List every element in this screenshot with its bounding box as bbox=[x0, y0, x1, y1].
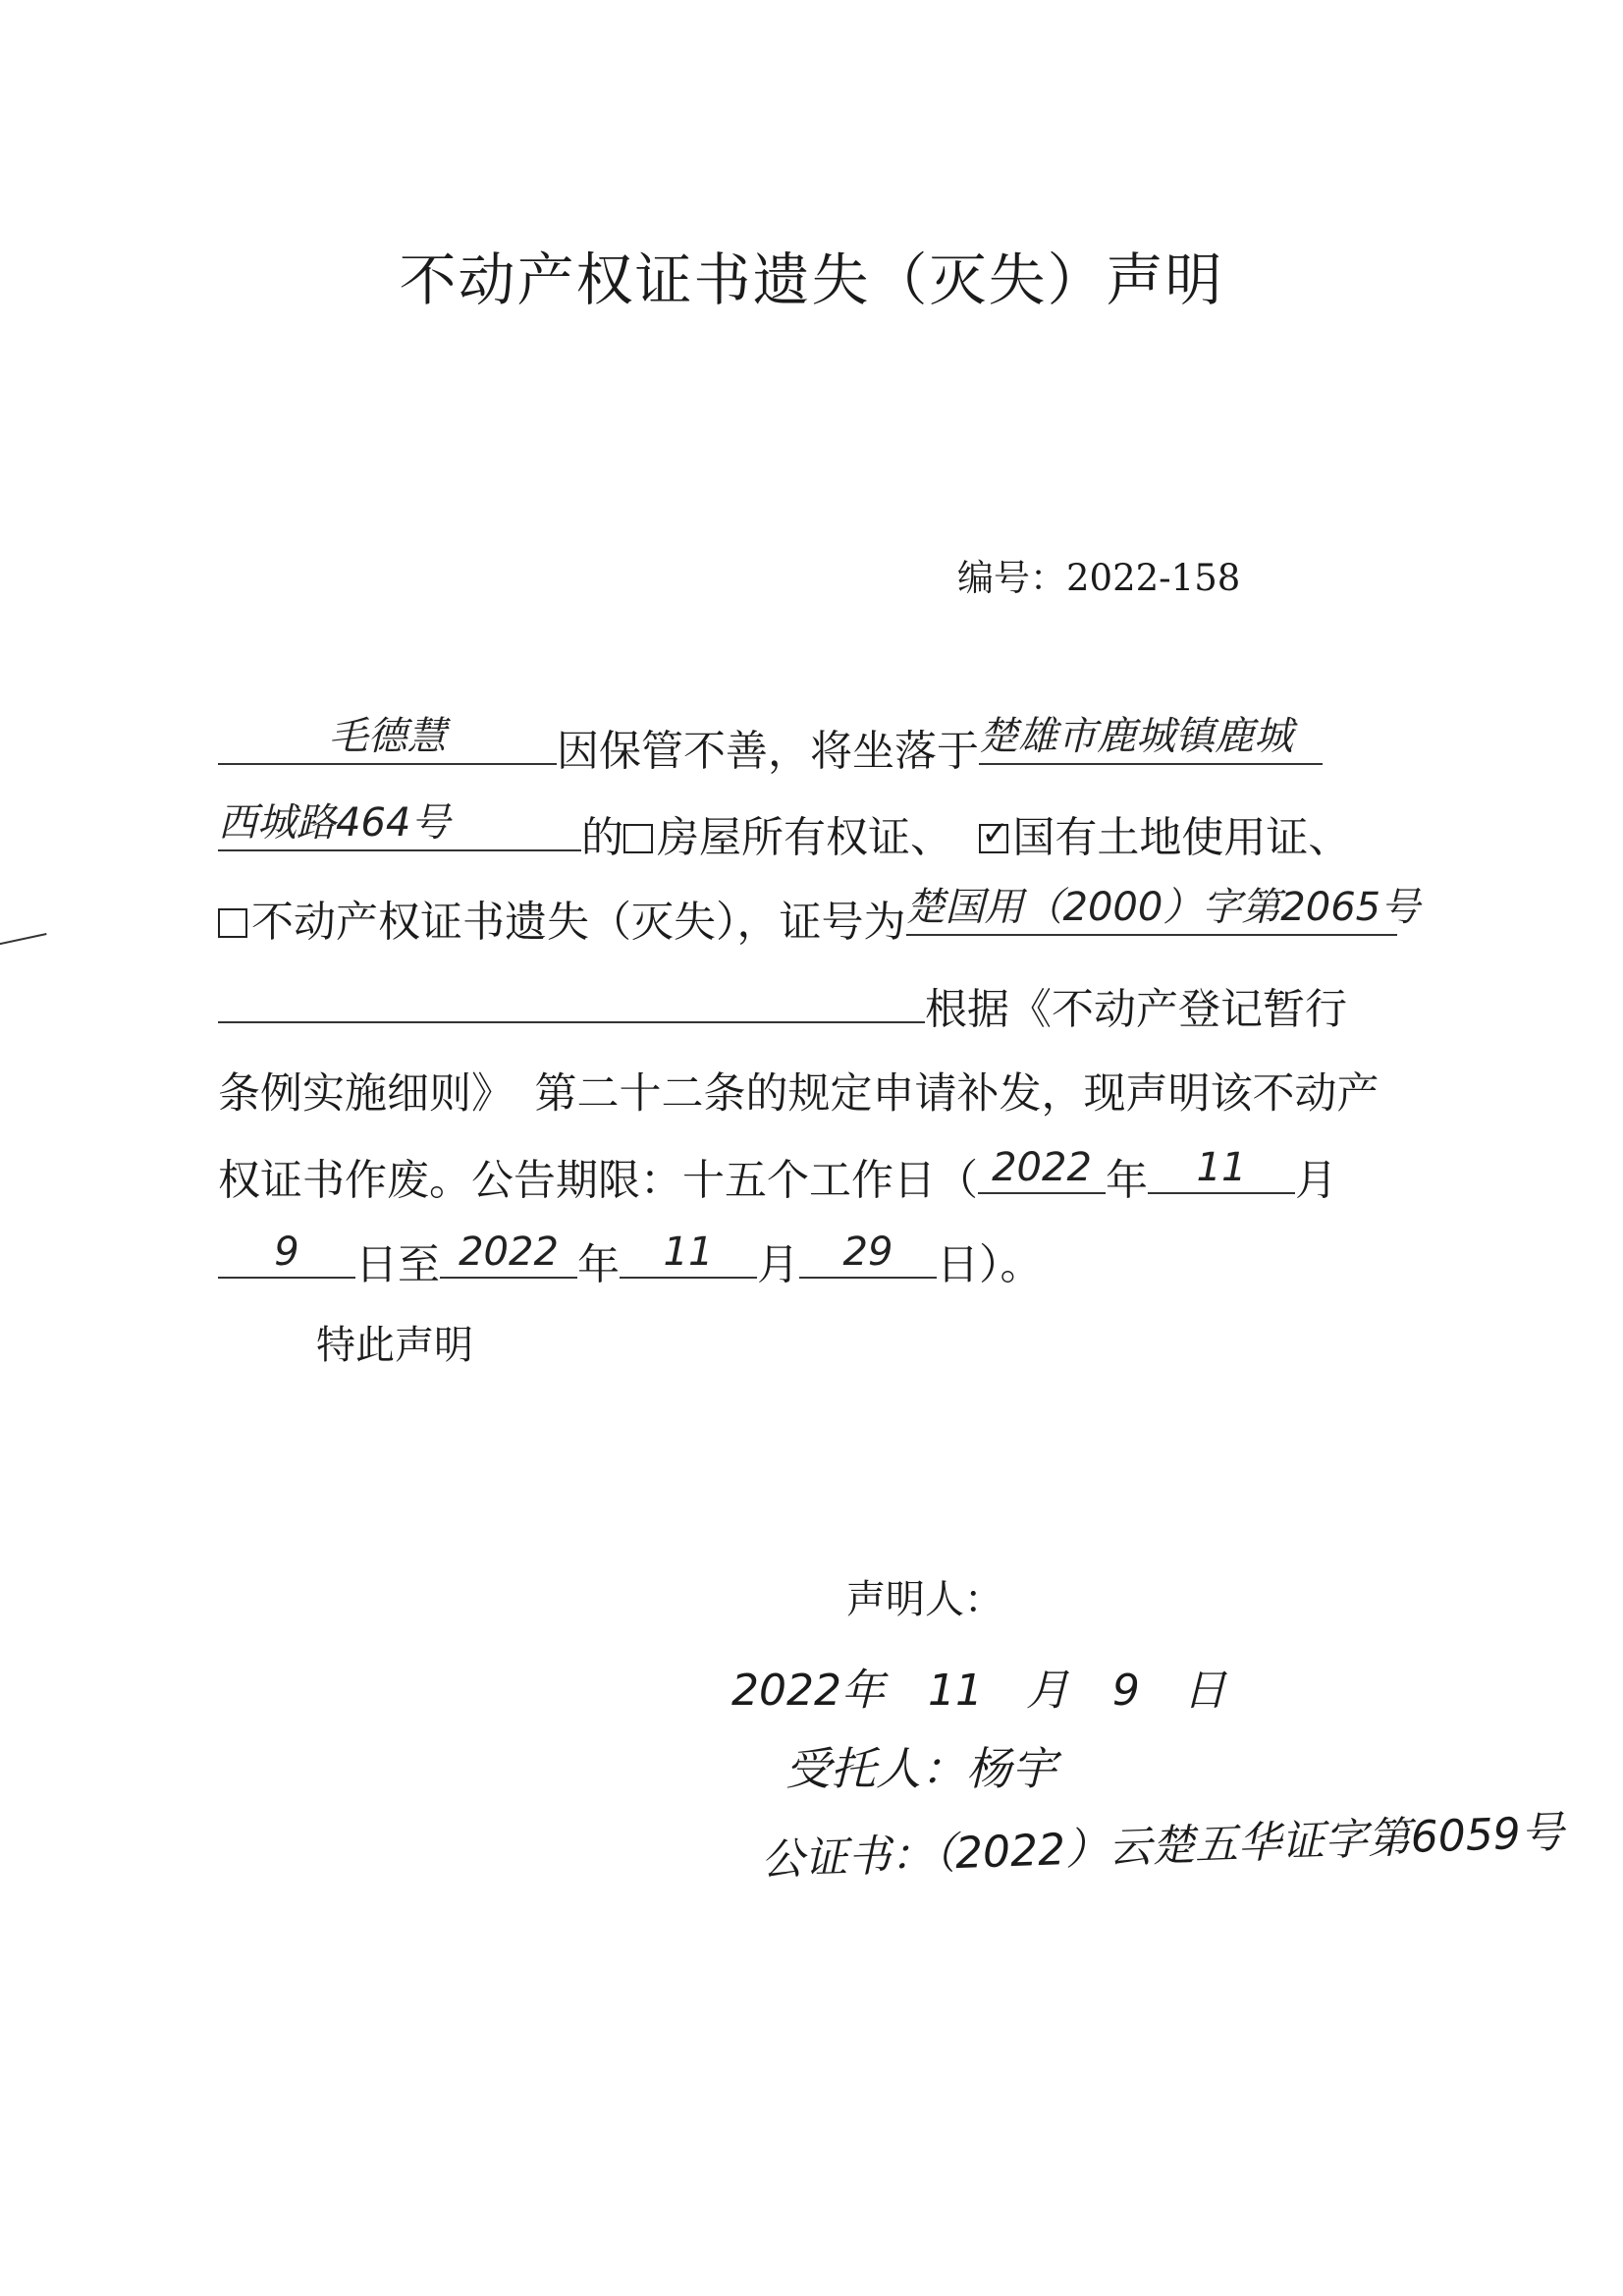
body-text-2: 的 bbox=[581, 813, 623, 863]
land-cert-checkbox bbox=[979, 824, 1008, 853]
day-end-text: 日）。 bbox=[937, 1240, 1043, 1290]
body-line-2 bbox=[218, 800, 1351, 864]
land-cert-label: 国有土地使用证、 bbox=[1012, 813, 1351, 863]
body-line-1 bbox=[218, 714, 1323, 778]
body-line-7 bbox=[218, 1230, 1043, 1291]
body-line-5: 条例实施细则》 第二十二条的规定申请补发，现声明该不动产 bbox=[218, 1069, 1380, 1119]
house-cert-checkbox bbox=[623, 824, 653, 853]
realty-cert-label: 不动产权证书遗失（灭失），证号为 bbox=[251, 898, 906, 948]
body-line-3 bbox=[218, 885, 1421, 949]
address-field-1: 楚雄市鹿城镇鹿城 bbox=[979, 717, 1323, 765]
end-year-field: 2022 bbox=[440, 1230, 577, 1279]
notary-number: 公证书：（2022）云楚五华证字第6059号 bbox=[760, 1807, 1565, 1886]
document-title: 不动产权证书遗失（灭失）声明 bbox=[399, 246, 1224, 313]
year-char-2: 年 bbox=[577, 1240, 620, 1290]
month-char-1: 月 bbox=[1295, 1156, 1337, 1206]
month-char-2: 月 bbox=[757, 1240, 799, 1290]
owner-name-field: 毛德慧 bbox=[218, 717, 557, 765]
body-text-1: 因保管不善，将坐落于 bbox=[557, 727, 979, 777]
body-text-3: 根据《不动产登记暂行 bbox=[925, 985, 1347, 1035]
house-cert-label: 房屋所有权证、 bbox=[657, 813, 952, 863]
body-text-5: 权证书作废。公告期限：十五个工作日（ bbox=[218, 1156, 978, 1206]
start-month-field: 11 bbox=[1148, 1146, 1295, 1194]
day-to-text: 日至 bbox=[355, 1240, 440, 1290]
cert-number-continuation bbox=[218, 975, 925, 1023]
start-day-field: 9 bbox=[218, 1230, 355, 1279]
signature-date: 2022年 11 月 9 日 bbox=[731, 1666, 1226, 1716]
start-year-field: 2022 bbox=[978, 1146, 1106, 1194]
cert-number-field: 楚国用（2000）字第2065号 bbox=[906, 888, 1397, 936]
year-char-1: 年 bbox=[1106, 1156, 1148, 1206]
scan-mark bbox=[0, 933, 51, 964]
declarant-label: 声明人： bbox=[846, 1577, 1003, 1622]
agent-signature: 受托人：杨宇 bbox=[785, 1742, 1056, 1795]
document-number: 编号：2022-158 bbox=[957, 557, 1241, 599]
body-line-4 bbox=[218, 975, 1347, 1036]
end-month-field: 11 bbox=[620, 1230, 757, 1279]
realty-cert-checkbox bbox=[218, 908, 247, 938]
address-field-2: 西城路464号 bbox=[218, 803, 581, 851]
end-day-field: 29 bbox=[799, 1230, 937, 1279]
body-line-6 bbox=[218, 1146, 1337, 1207]
closing-statement: 特此声明 bbox=[316, 1323, 473, 1368]
